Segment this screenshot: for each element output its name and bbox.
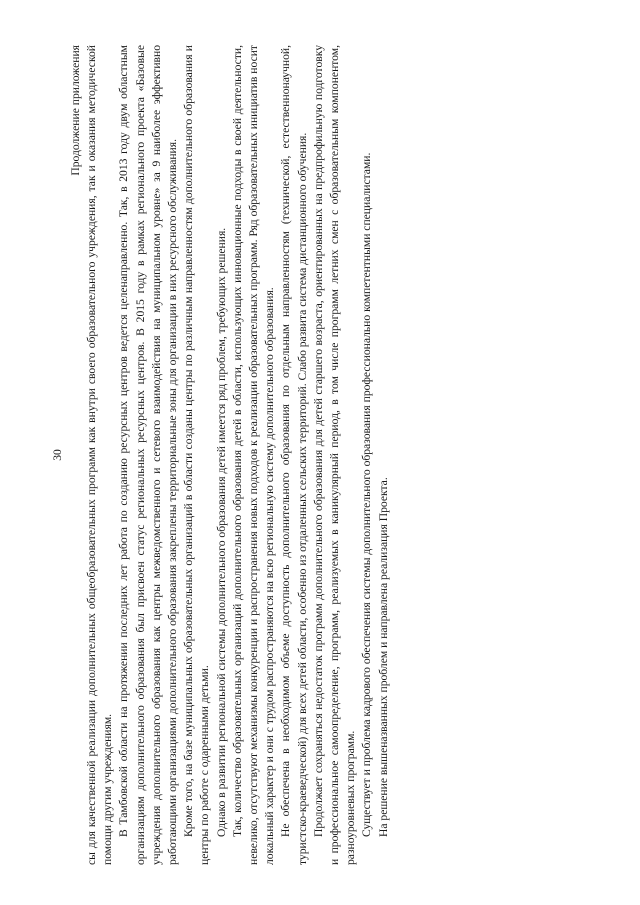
paragraph: Продолжает сохраняться недостаток программ дополнительного образования для детей старшего возраста, ориентированных на предпрофильную подготовку и профессиональное самоопределение, программ, реализуемых в каникулярный период, в том числе программ летних смен с образовательным компонентом, разноуровневых программ.: [311, 45, 358, 865]
body-text: [84, 45, 392, 865]
continuation-label: Продолжение приложения: [69, 45, 82, 176]
paragraph: Так, количество образовательных организаций дополнительного образования детей в области, использующих инновационные подходы в своей деятельности, невелико, отсутствуют механизмы конкуренции и распространения новых подходов к реализации образовательных программ. Ряд образовательных инициатив носит локальный характер и они с трудом распространяются на всю региональную систему дополнительного образования.: [230, 45, 277, 865]
paragraph: Однако в развитии региональной системы дополнительного образования детей имеется ряд проблем, требующих решения.: [214, 227, 228, 837]
paragraph: Кроме того, на базе муниципальных образовательных организаций в области созданы центры по различным направленностям дополнительного образования и центры по работе с одаренными детьми.: [182, 45, 212, 865]
paragraph: сы для качественной реализации дополнительных общеобразовательных программ как внутри своего образовательного учреждения, так и оказания методической помощи другим учреждениям.: [85, 45, 115, 865]
document-page: [50, 45, 590, 865]
paragraph: Существует и проблема кадрового обеспечения системы дополнительного образования профессионально компетентными специалистами.: [360, 152, 374, 837]
rotated-page-content: [50, 45, 590, 865]
paragraph: На решение вышеназванных проблем и направлена реализация Проекта.: [376, 477, 390, 837]
page-number: 30: [51, 449, 64, 461]
paragraph: Не обеспечена в необходимом объеме доступность дополнительного образования по отдельным направленностям (технической, естественнонаучной, туристско-краеведческой) для всех детей области, особенно из отдаленных сельских территорий. Слабо развита система дистанционного обучения.: [279, 45, 309, 865]
paragraph: В Тамбовской области на протяжении последних лет работа по созданию ресурсных центров ведется целенаправленно. Так, в 2013 году двум областным организациям дополнительного образования был присвоен статус региональных ресурсных центров. В 2015 году в рамках регионального проекта «Базовые учреждения дополнительного образования как центры межведомственного и сетевого взаимодействия на муниципальном уровне» за 9 наиболее эффективно работающими организациями дополнительного образования закреплены территориальные зоны для организации в них ресурсного обслуживания.: [117, 45, 180, 865]
